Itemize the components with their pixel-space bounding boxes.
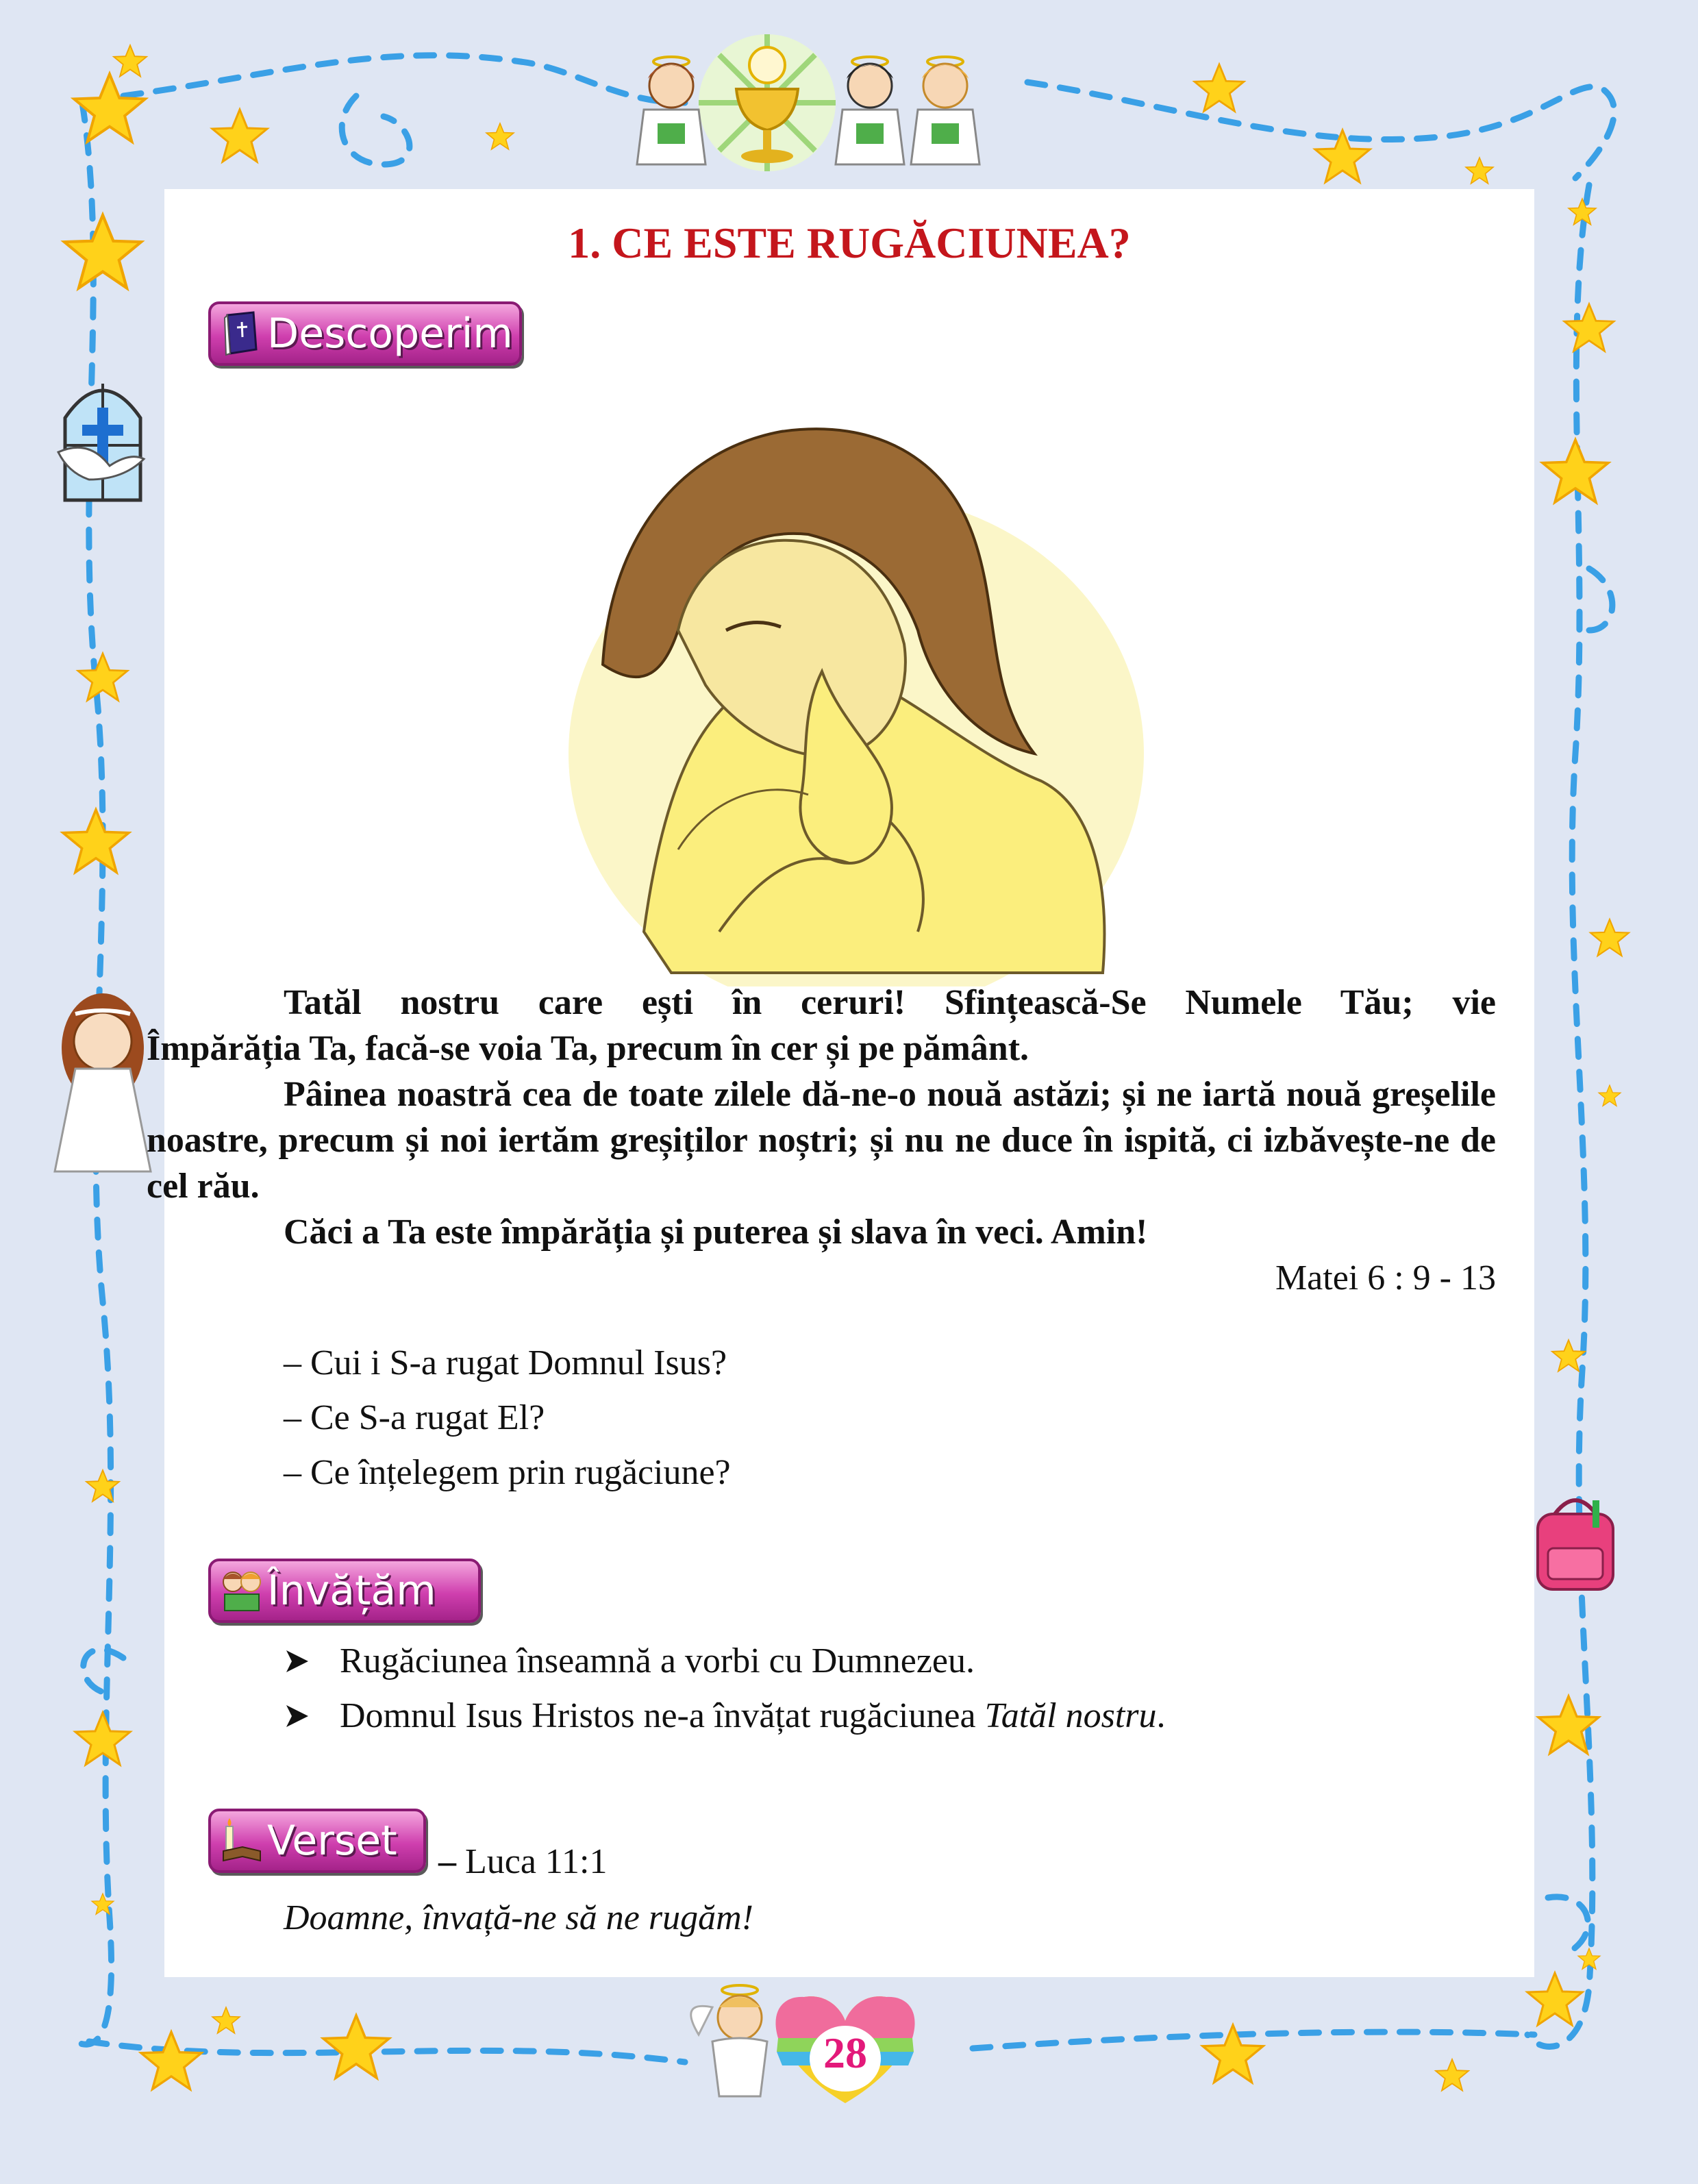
learn-badge xyxy=(208,1559,481,1623)
verse-reference xyxy=(438,1841,607,1882)
angel-icon xyxy=(911,57,979,164)
verse-ref-text: Luca 11:1 xyxy=(456,1842,608,1881)
verse-label: Verset xyxy=(267,1817,397,1865)
backpack-icon xyxy=(1538,1500,1613,1589)
learn-label: Învățăm xyxy=(267,1567,436,1615)
learn-point-2 xyxy=(284,1696,1166,1736)
prayer-line-1 xyxy=(284,980,1496,1026)
angel-icon xyxy=(637,57,706,164)
page-number: 28 xyxy=(823,2028,867,2077)
question-1: – Cui i S-a rugat Domnul Isus? xyxy=(284,1343,727,1382)
learn-point-2-suffix: . xyxy=(1156,1696,1166,1735)
prayer-text xyxy=(147,980,1496,1255)
arrow-bullet-icon xyxy=(284,1702,311,1730)
question-3: – Ce înțelegem prin rugăciune? xyxy=(284,1453,731,1492)
verse-badge xyxy=(208,1809,426,1873)
chalice-icon xyxy=(699,34,836,171)
church-window-icon xyxy=(58,384,144,500)
verse-ref-dash: – xyxy=(438,1842,456,1881)
bible-icon xyxy=(219,310,263,358)
learn-point-1 xyxy=(284,1641,975,1681)
arrow-bullet-icon xyxy=(284,1648,311,1675)
praying-angel-icon xyxy=(691,1985,767,2096)
praying-jesus-illustration xyxy=(562,370,1151,986)
candle-book-icon xyxy=(219,1817,263,1865)
discover-label: Descoperim xyxy=(267,310,513,358)
prayer-p2: Pâinea noastră cea de toate zilele dă-ne-o nouă astăzi; și ne iartă nouă greșelile noastre, precum și noi iertăm greșiților noștri; și nu ne duce în ispită, ci izbăvește-ne de cel rău. xyxy=(147,1075,1496,1206)
learn-point-2-prefix: Domnul Isus Hristos ne-a învățat rugăciunea xyxy=(340,1696,985,1735)
bible-reference: Matei 6 : 9 - 13 xyxy=(1275,1258,1496,1298)
verse-text: Doamne, învață-ne să ne rugăm! xyxy=(284,1898,753,1937)
kids-reading-icon xyxy=(219,1567,263,1615)
prayer-p1a: Tatăl nostru care ești în ceruri! Sfințească-Se Numele Tău; vie xyxy=(284,983,1496,1022)
discover-badge xyxy=(208,301,522,366)
girl-icon xyxy=(55,993,151,1171)
learn-point-2-italic: Tatăl nostru xyxy=(984,1696,1157,1735)
prayer-p3: Căci a Ta este împărăția și puterea și slava în veci. Amin! xyxy=(284,1213,1148,1252)
page-title: 1. CE ESTE RUGĂCIUNEA? xyxy=(568,219,1131,267)
learn-point-1-text: Rugăciunea înseamnă a vorbi cu Dumnezeu. xyxy=(340,1641,975,1680)
question-2: – Ce S-a rugat El? xyxy=(284,1398,545,1437)
angel-icon xyxy=(836,57,904,164)
prayer-p1b: Împărăția Ta, facă-se voia Ta, precum în cer și pe pământ. xyxy=(147,1029,1029,1068)
